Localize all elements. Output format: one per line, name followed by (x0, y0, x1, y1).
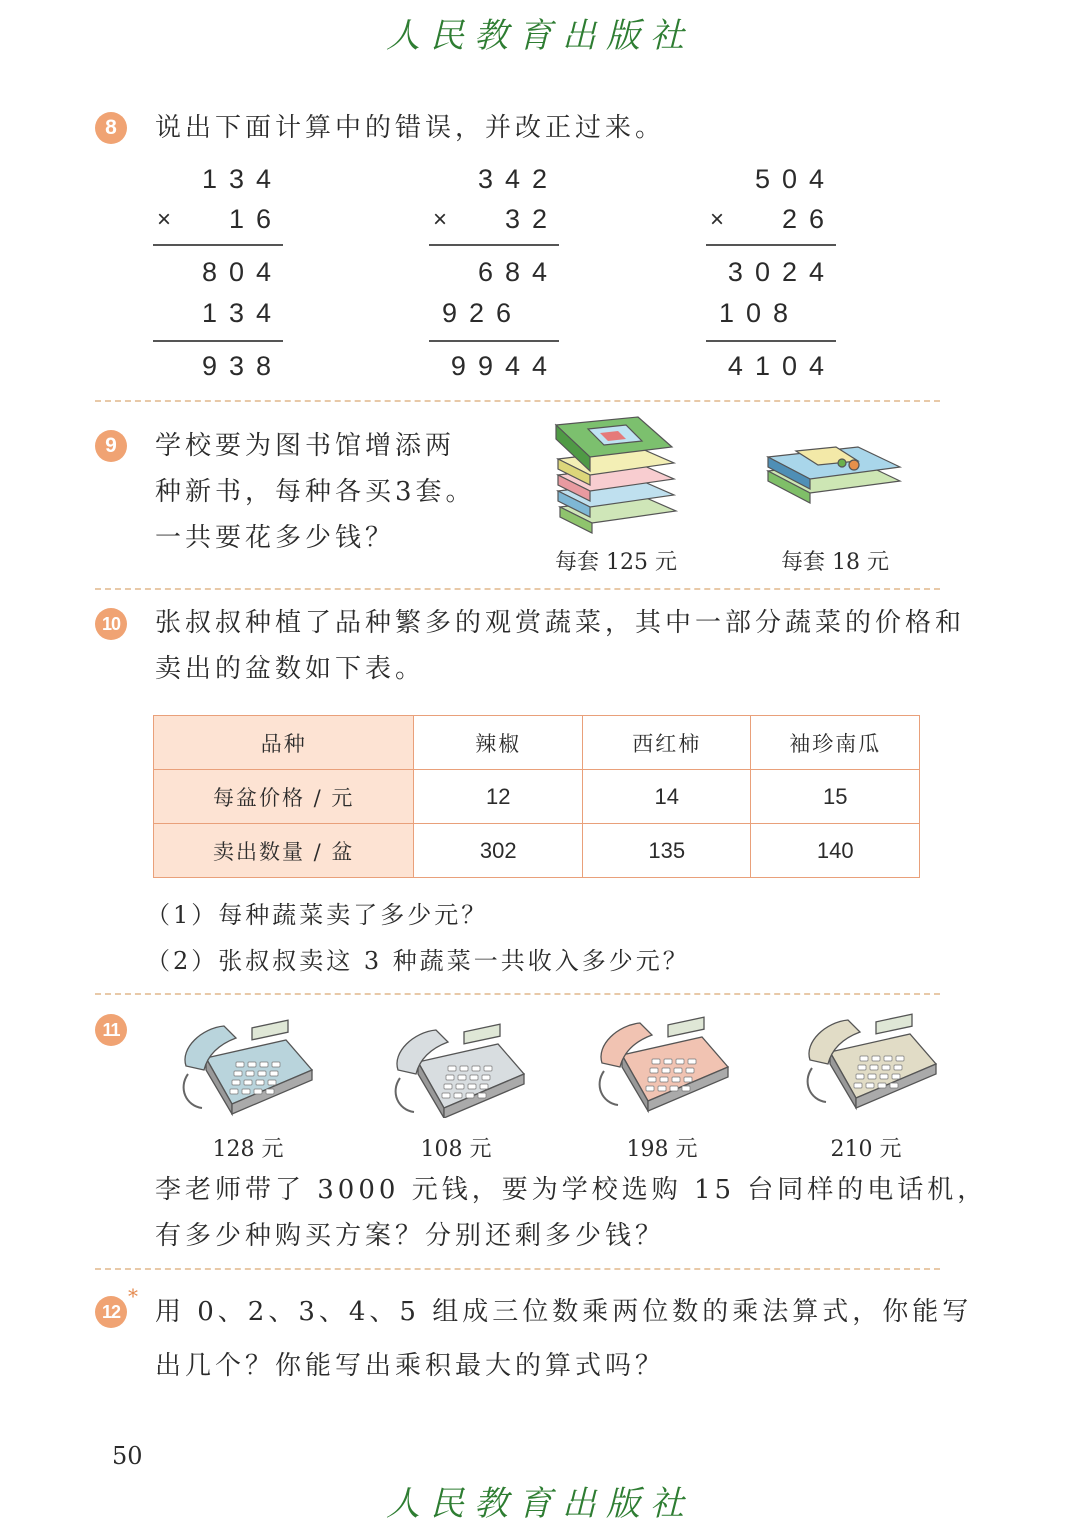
table-row (154, 770, 920, 824)
calc-1-line-2 (153, 340, 283, 342)
table-cell: 每盆价格 / 元 (154, 770, 414, 824)
book-stack-icon (548, 415, 688, 535)
calc-2-top: 342 (477, 164, 559, 194)
calc-2-partial-1: 684 (477, 257, 559, 287)
calc-2 (429, 160, 559, 390)
vegetable-table (153, 715, 920, 878)
times-sign: × (710, 206, 725, 233)
question-11-badge: 11 (95, 1014, 127, 1046)
question-9-line-1: 学校要为图书馆增添两 (155, 431, 456, 461)
question-9-line-3: 一共要花多少钱？ (155, 523, 396, 553)
table-row (154, 824, 920, 878)
book-pair-icon (762, 435, 907, 515)
calc-3-result: 4104 (727, 351, 836, 381)
calc-2-result: 9944 (450, 351, 559, 381)
telephone-icon (388, 1022, 528, 1118)
phone-2-price: 108 元 (420, 1137, 492, 1162)
question-9-badge: 9 (95, 430, 127, 462)
question-9-line-2: 种新书，每种各买3套。 (155, 477, 476, 507)
table-cell: 15 (751, 770, 920, 824)
phone-3-price: 198 元 (626, 1137, 698, 1162)
phone-1-price: 128 元 (212, 1137, 284, 1162)
question-10-sub-1: （1）每种蔬菜卖了多少元？ (146, 901, 489, 929)
telephone-icon (592, 1015, 732, 1120)
phone-4-price: 210 元 (830, 1137, 902, 1162)
question-8-prompt: 说出下面计算中的错误，并改正过来。 (155, 113, 666, 143)
calc-2-bottom: 32 (504, 204, 559, 234)
question-8-badge: 8 (95, 112, 127, 144)
table-cell: 袖珍南瓜 (751, 716, 920, 770)
calc-3-line-2 (706, 340, 836, 342)
calc-3-top: 504 (754, 164, 836, 194)
times-sign: × (157, 206, 172, 233)
question-12-line-2: 出几个？你能写出乘积最大的算式吗？ (155, 1351, 666, 1381)
calc-1-line-1 (153, 244, 283, 246)
calc-3-partial-1: 3024 (727, 257, 836, 287)
table-cell: 14 (582, 770, 751, 824)
table-cell: 135 (582, 824, 751, 878)
table-cell: 西红柿 (582, 716, 751, 770)
calc-1-partial-1: 804 (201, 257, 283, 287)
question-11-line-2: 有多少种购买方案？分别还剩多少钱？ (155, 1221, 666, 1251)
calc-3-bottom: 26 (781, 204, 836, 234)
calc-3-partial-2: 108 (718, 298, 800, 328)
table-cell: 卖出数量 / 盆 (154, 824, 414, 878)
optional-star: * (128, 1284, 138, 1308)
page-number: 50 (112, 1442, 143, 1470)
table-cell: 品种 (154, 716, 414, 770)
calc-1-bottom: 16 (228, 204, 283, 234)
question-11-line-1: 李老师带了 3000 元钱，要为学校选购 15 台同样的电话机， (155, 1175, 988, 1205)
telephone-icon (176, 1018, 321, 1118)
calc-2-line-2 (429, 340, 559, 342)
publisher-header: 人民教育出版社 (386, 16, 694, 56)
table-cell: 辣椒 (414, 716, 583, 770)
telephone-icon (800, 1012, 940, 1120)
publisher-footer: 人民教育出版社 (386, 1484, 694, 1524)
calc-3-line-1 (706, 244, 836, 246)
separator (95, 993, 940, 995)
question-10-badge: 10 (95, 608, 127, 640)
separator (95, 588, 940, 590)
calc-1-result: 938 (201, 351, 283, 381)
calc-1-partial-2: 134 (201, 298, 283, 328)
table-header-row (154, 716, 920, 770)
calc-2-partial-2: 926 (441, 298, 523, 328)
book-2-price: 每套 18 元 (781, 550, 889, 575)
table-cell: 12 (414, 770, 583, 824)
separator (95, 1268, 940, 1270)
table-cell: 302 (414, 824, 583, 878)
calc-1 (153, 160, 283, 390)
question-10-line-1: 张叔叔种植了品种繁多的观赏蔬菜，其中一部分蔬菜的价格和 (155, 608, 966, 638)
question-12-badge: 12 (95, 1296, 127, 1328)
table-cell: 140 (751, 824, 920, 878)
calc-1-top: 134 (201, 164, 283, 194)
book-1-price: 每套 125 元 (555, 550, 677, 575)
times-sign: × (433, 206, 448, 233)
calc-3 (706, 160, 836, 390)
question-10-sub-2: （2）张叔叔卖这 3 种蔬菜一共收入多少元？ (146, 947, 690, 975)
separator (95, 400, 940, 402)
question-12-line-1: 用 0、2、3、4、5 组成三位数乘两位数的乘法算式，你能写 (155, 1297, 973, 1327)
calc-2-line-1 (429, 244, 559, 246)
question-10-line-2: 卖出的盆数如下表。 (155, 654, 426, 684)
